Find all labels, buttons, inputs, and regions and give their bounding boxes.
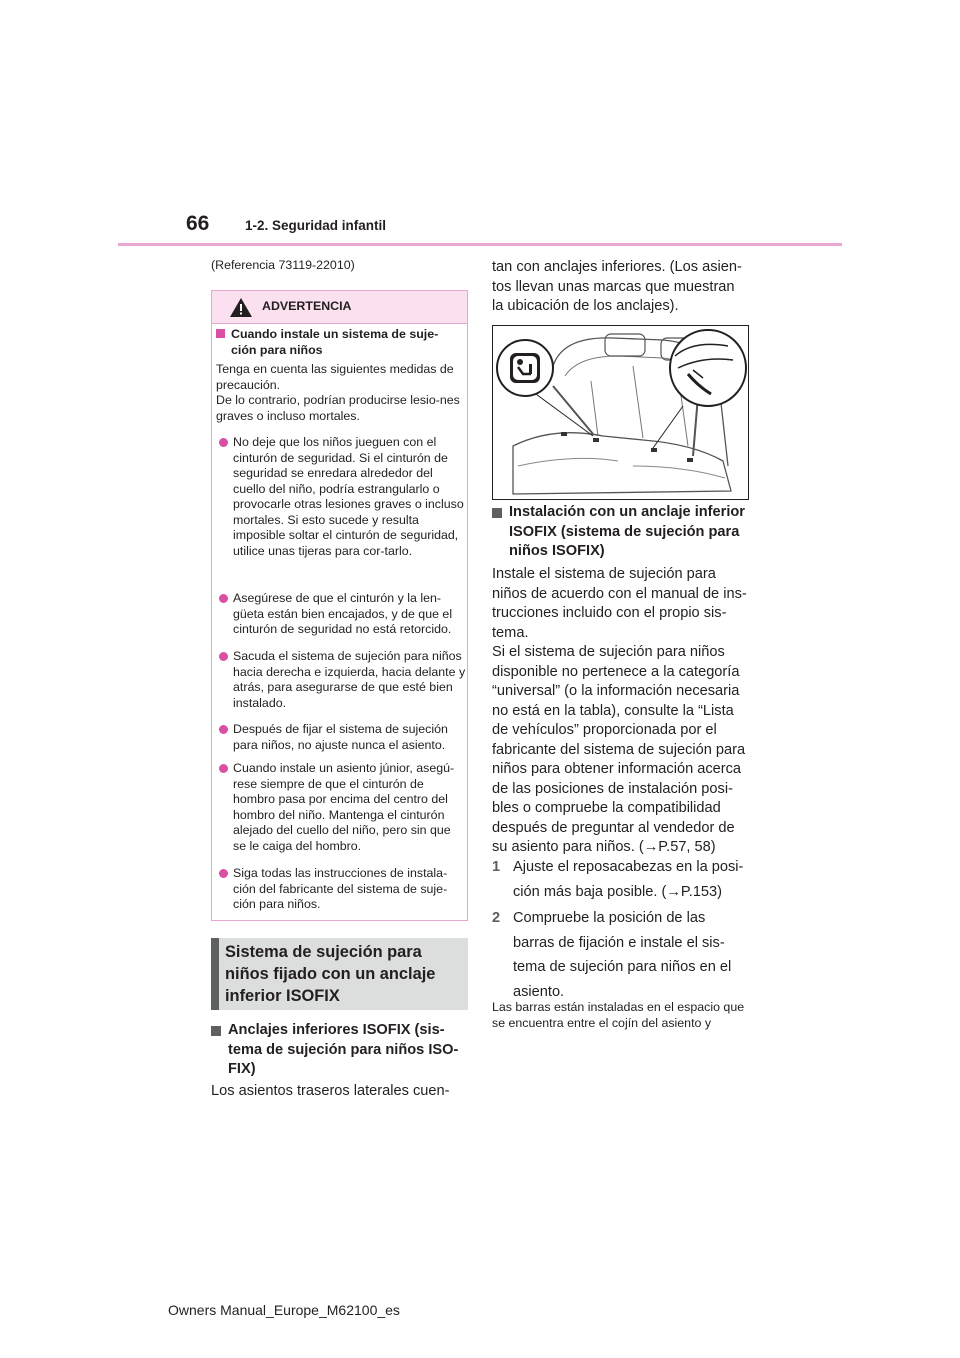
warning-heading: Cuando instale un sistema de suje- ción para niños — [216, 327, 466, 358]
bullet-dot-icon — [219, 438, 228, 447]
square-bullet-icon — [492, 508, 502, 518]
warning-triangle-icon — [229, 297, 253, 318]
warning-intro: Tenga en cuenta las siguientes medidas de precaución. De lo contrario, podrían producirse lesio-nes graves o incluso mortales. — [216, 362, 460, 423]
page-number: 66 — [186, 212, 210, 235]
square-bullet-icon — [216, 329, 225, 338]
reference-text: (Referencia 73119-22010) — [211, 258, 355, 272]
warning-bullet: Siga todas las instrucciones de instala-ción del fabricante del sistema de suje-ción para niños. — [216, 866, 466, 913]
warning-bullet: Sacuda el sistema de sujeción para niños hacia derecha e izquierda, hacia delante y atrás, para asegurarse de que esté bien instalado. — [216, 649, 466, 711]
step-item: 1 Ajuste el reposacabezas en la posi-ción más baja posible. (→P.153) — [492, 855, 749, 904]
warning-bullet: Después de fijar el sistema de sujeción para niños, no ajuste nunca el asiento. — [216, 722, 466, 753]
bullet-dot-icon — [219, 594, 228, 603]
warning-bullet: Cuando instale un asiento júnior, asegú-rese siempre de que el cinturón de hombro pasa por encima del centro del hombro del niño. Mantenga el cinturón alejado del cuello del niño, pero sin que se le caiga del hombro. — [216, 761, 466, 854]
footer-text: Owners Manual_Europe_M62100_es — [168, 1302, 400, 1318]
step-number: 2 — [492, 910, 501, 926]
warning-title: ADVERTENCIA — [262, 299, 352, 313]
note-text: Las barras están instaladas en el espacio que se encuentra entre el cojín del asiento y — [492, 1000, 745, 1030]
section-heading-bar — [211, 938, 219, 1010]
section-title: 1-2. Seguridad infantil — [245, 218, 387, 233]
square-bullet-icon — [211, 1026, 221, 1036]
step-number: 1 — [492, 859, 501, 875]
body-paragraph: Instale el sistema de sujeción para niños de acuerdo con el manual de ins-trucciones incluido con el propio sis-tema. Si el sistema de sujeción para niños disponible no pertenece a la categoría “universal” (o la información necesaria no está en la tabla), consulte la “Lista de vehículos” proporcionada por el fabricante del sistema de sujeción para niños para obtener información acerca de las posiciones de instalación posi-bles o compruebe la compatibilidad después de preguntar al vendedor de su asiento para niños. (→P.57, 58) — [492, 566, 747, 855]
warning-box — [211, 290, 468, 921]
rear-seat-drawing — [493, 326, 748, 499]
bullet-dot-icon — [219, 764, 228, 773]
body-paragraph: Los asientos traseros laterales cuen- — [211, 1083, 450, 1099]
isofix-anchor-illustration — [492, 325, 749, 500]
step-item: 2 Compruebe la posición de las barras de fijación e instale el sis-tema de sujeción para niños en el asiento. — [492, 906, 749, 1004]
warning-header — [212, 291, 467, 324]
warning-bullet: No deje que los niños jueguen con el cinturón de seguridad. Si el cinturón de seguridad se enredara alrededor del cuello del niño, podría estrangularlo o provocarle otras lesiones graves o incluso mortales. Si esto sucede y resulta imposible soltar el cinturón de seguridad, utilice unas tijeras para cor-tarlo. — [216, 435, 466, 559]
bullet-dot-icon — [219, 725, 228, 734]
section-heading-box — [211, 938, 468, 1010]
warning-bullet: Asegúrese de que el cinturón y la len-güeta están bien encajados, y de que el cinturón de seguridad no está retorcido. — [216, 591, 466, 638]
bullet-dot-icon — [219, 869, 228, 878]
body-paragraph: tan con anclajes inferiores. (Los asien-tos llevan unas marcas que muestran la ubicación de los anclajes). — [492, 259, 742, 314]
sub-heading-install: Instalación con un anclaje inferior ISOFIX (sistema de sujeción para niños ISOFIX) — [492, 503, 749, 562]
bullet-dot-icon — [219, 652, 228, 661]
section-heading: Sistema de sujeción para niños fijado con un anclaje inferior ISOFIX — [225, 943, 436, 1005]
sub-heading-isofix-anchors: Anclajes inferiores ISOFIX (sis-tema de sujeción para niños ISO-FIX) — [211, 1021, 468, 1080]
header-rule — [118, 243, 842, 246]
